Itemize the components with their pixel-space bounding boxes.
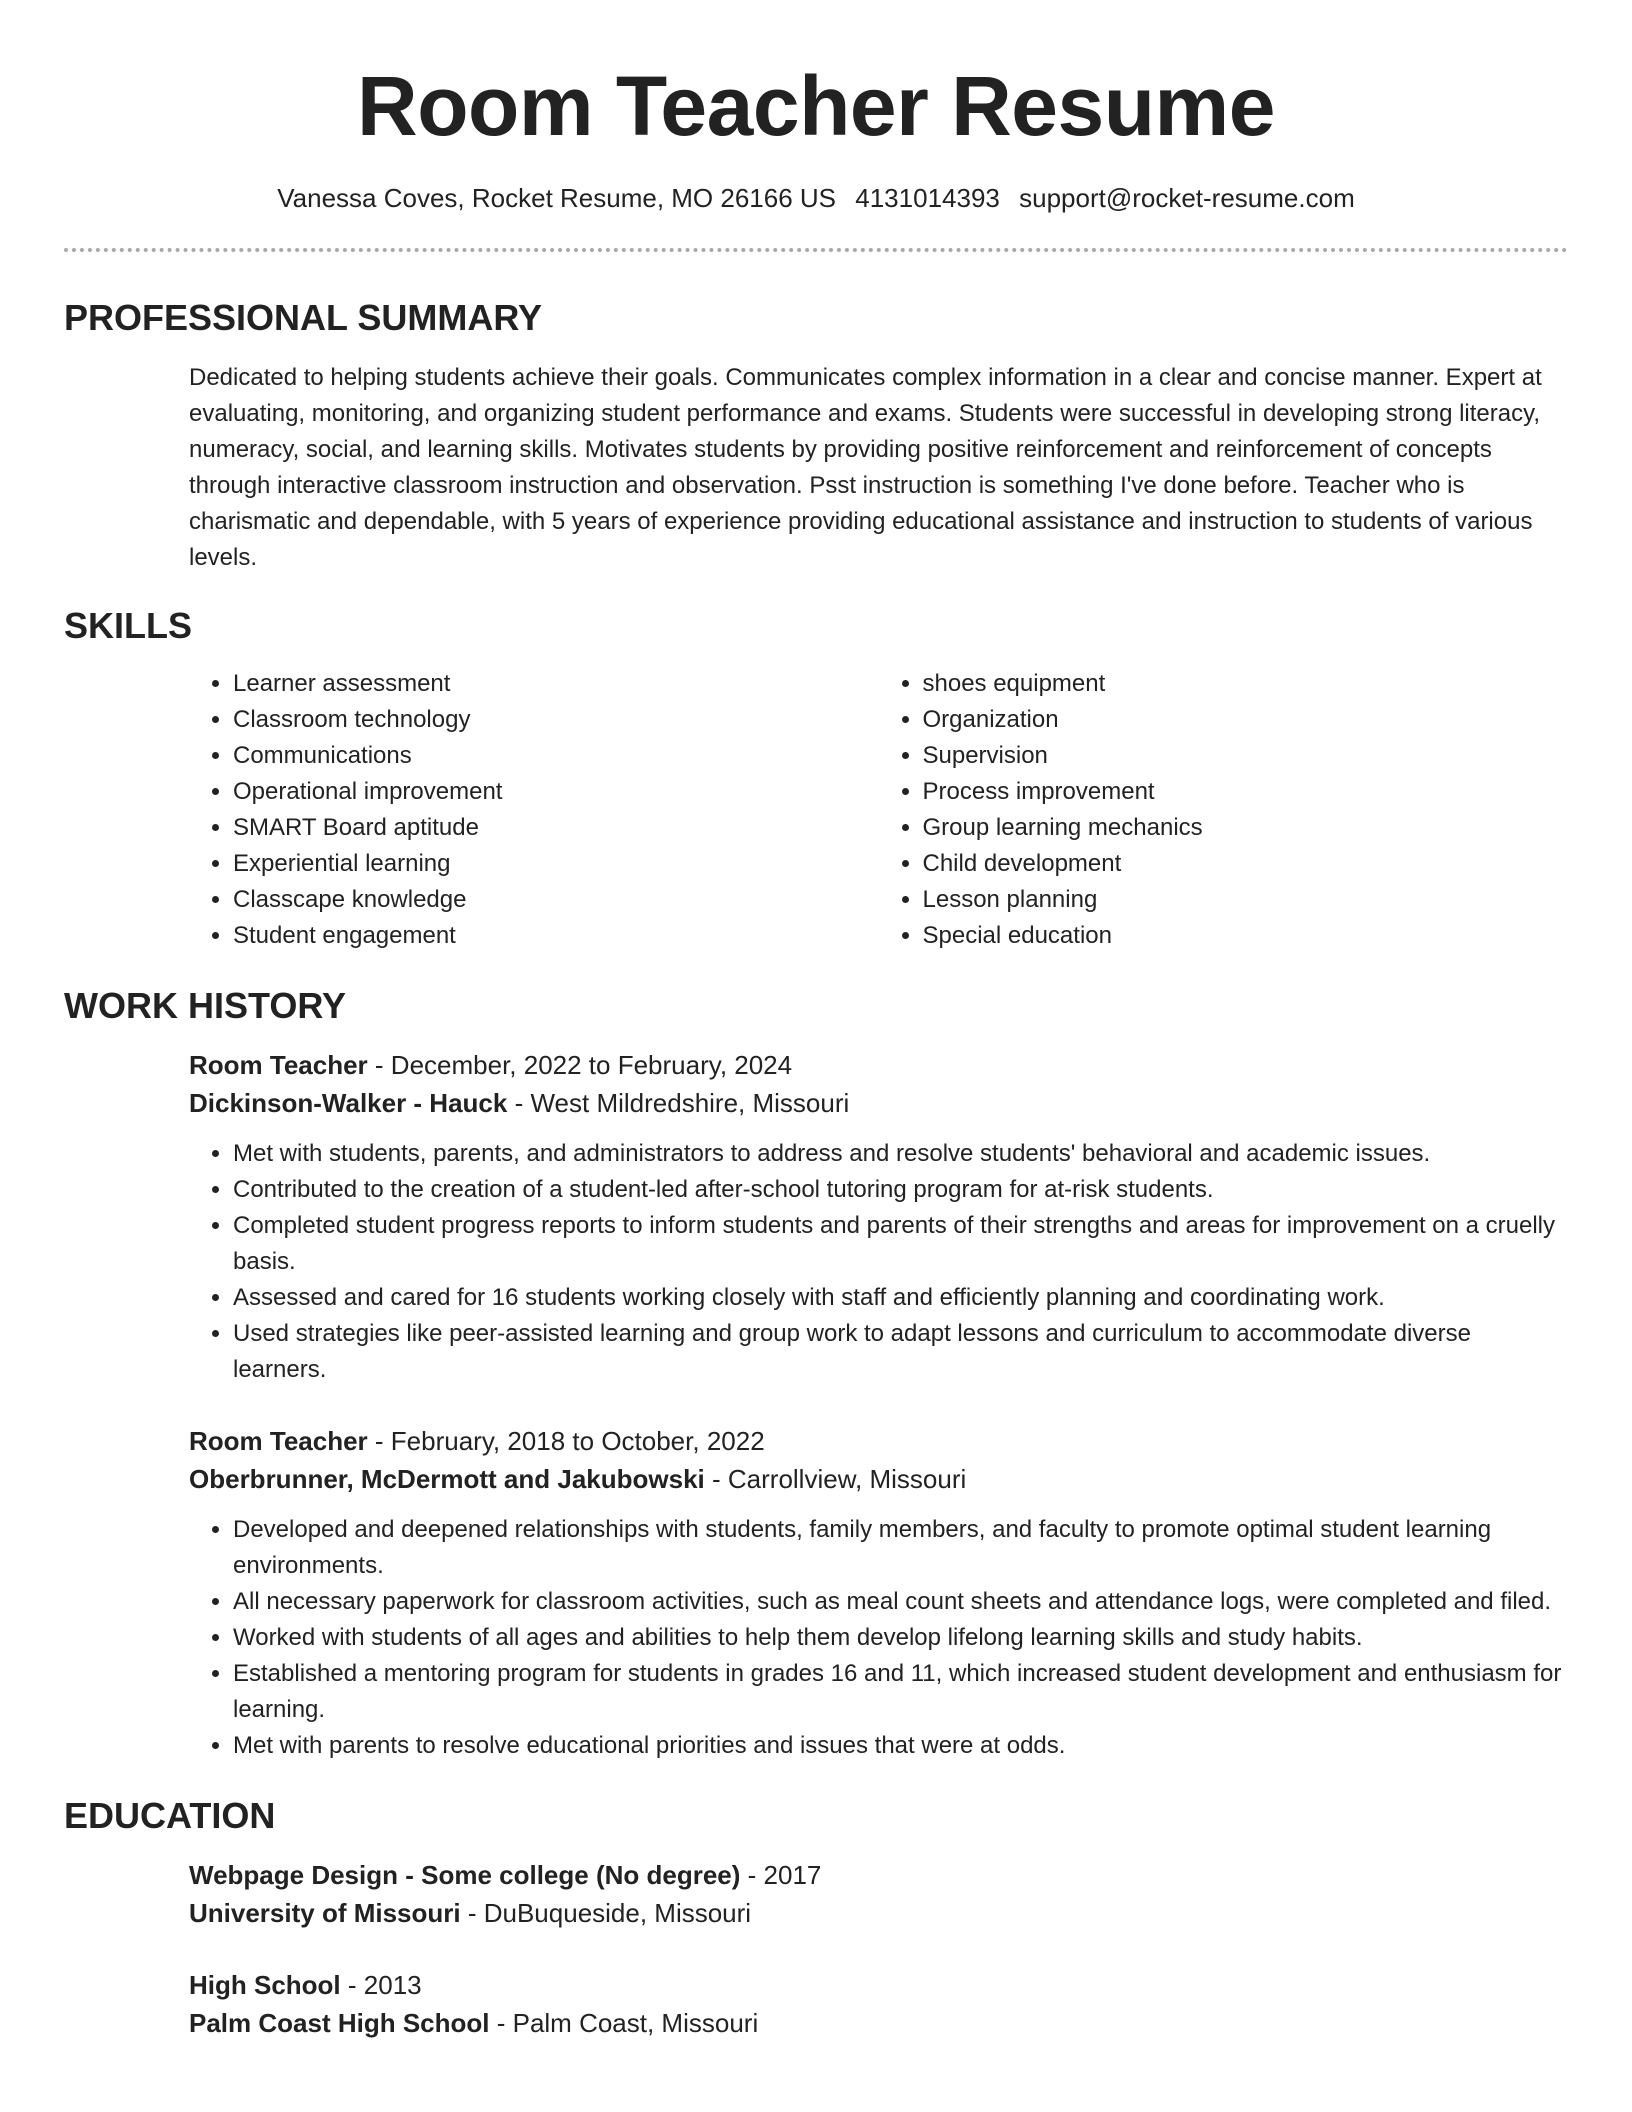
job-bullet: • All necessary paperwork for classroom activities, such as meal count sheets and attendance logs, were completed and filed. [233,1584,1568,1620]
job-entry [189,1422,1568,1764]
summary-section [64,360,1568,576]
education-location: - Palm Coast, Missouri [489,2008,759,2038]
skill-item: • Communications [233,738,879,774]
job-company: Dickinson-Walker - Hauck [189,1088,508,1118]
job-title: Room Teacher [189,1050,368,1080]
education-degree-line [189,1856,1568,1894]
education-section [64,1856,1568,2042]
job-company-line [189,1460,1568,1498]
job-bullet: • Met with parents to resolve educational priorities and issues that were at odds. [233,1728,1568,1764]
job-title: Room Teacher [189,1426,368,1456]
job-bullet: • Contributed to the creation of a student-led after-school tutoring program for at-risk students. [233,1172,1568,1208]
header-divider [64,248,1568,252]
resume-title: Room Teacher Resume [357,59,1275,153]
contact-phone: 4131014393 [855,183,1000,213]
skill-item: • Classroom technology [233,702,879,738]
job-bullet: • Developed and deepened relationships with students, family members, and faculty to promote optimal student learning environments. [233,1512,1568,1584]
skill-item: • Student engagement [233,918,879,954]
job-entry [189,1046,1568,1388]
job-title-line [189,1422,1568,1460]
skill-item: • Special education [923,918,1569,954]
skill-item: • Process improvement [923,774,1569,810]
job-dates: - December, 2022 to February, 2024 [367,1050,793,1080]
job-bullet: • Assessed and cared for 16 students working closely with staff and efficiently planning and coordinating work. [233,1280,1568,1316]
skill-item: • Lesson planning [923,882,1569,918]
job-title-line [189,1046,1568,1084]
skills-list-right [879,666,1569,954]
education-degree-line [189,1966,1568,2004]
education-school-line [189,1894,1568,1932]
skill-item: • Experiential learning [233,846,879,882]
education-year: - 2013 [340,1970,422,2000]
education-entry [189,1966,1568,2042]
skill-item: • Classcape knowledge [233,882,879,918]
skill-item: • Organization [923,702,1569,738]
job-location: - West Mildredshire, Missouri [507,1088,850,1118]
job-bullet: • Established a mentoring program for students in grades 16 and 11, which increased student development and enthusiasm for learning. [233,1656,1568,1728]
education-entry [189,1856,1568,1932]
job-company-line [189,1084,1568,1122]
education-year: - 2017 [740,1860,822,1890]
skills-heading: SKILLS [64,605,193,646]
skill-item: • SMART Board aptitude [233,810,879,846]
education-school: University of Missouri [189,1898,461,1928]
skill-item: • Learner assessment [233,666,879,702]
education-school: Palm Coast High School [189,2008,490,2038]
job-location: - Carrollview, Missouri [704,1464,967,1494]
education-degree: Webpage Design - Some college (No degree) [189,1860,741,1890]
skill-item: • Group learning mechanics [923,810,1569,846]
education-degree: High School [189,1970,341,2000]
skill-item: • Child development [923,846,1569,882]
skills-list-left [189,666,879,954]
job-bullet: • Met with students, parents, and administrators to address and resolve students' behavioral and academic issues. [233,1136,1568,1172]
work-section [64,1046,1568,1764]
skill-item: • Operational improvement [233,774,879,810]
summary-text: Dedicated to helping students achieve their goals. Communicates complex information in a clear and concise manner. Expert at evaluating, monitoring, and organizing student performance and exams. Students were successful in developing strong literacy, numeracy, social, and learning skills. Motivates students by providing positive reinforcement and reinforcement of concepts through interactive classroom instruction and observation. Psst instruction is something I've done before. Teacher who is charismatic and dependable, with 5 years of experience providing educational assistance and instruction to students of various levels. [189,364,1542,571]
job-company: Oberbrunner, McDermott and Jakubowski [189,1464,705,1494]
job-bullet: • Worked with students of all ages and abilities to help them develop lifelong learning skills and study habits. [233,1620,1568,1656]
education-heading: EDUCATION [64,1795,276,1836]
skills-section [64,666,1568,954]
summary-heading: PROFESSIONAL SUMMARY [64,297,543,338]
job-bullet: • Used strategies like peer-assisted learning and group work to adapt lessons and curriculum to accommodate diverse learners. [233,1316,1568,1388]
job-bullet: • Completed student progress reports to inform students and parents of their strengths and areas for improvement on a cruelly basis. [233,1208,1568,1280]
job-bullets [189,1136,1568,1388]
job-dates: - February, 2018 to October, 2022 [367,1426,765,1456]
contact-address: Vanessa Coves, Rocket Resume, MO 26166 US [277,183,837,213]
skill-item: • Supervision [923,738,1569,774]
contact-line [64,180,1568,216]
contact-email[interactable]: support@rocket-resume.com [1019,183,1355,213]
job-bullets [189,1512,1568,1764]
education-location: - DuBuqueside, Missouri [460,1898,752,1928]
work-heading: WORK HISTORY [64,985,347,1026]
skill-item: • shoes equipment [923,666,1569,702]
education-school-line [189,2004,1568,2042]
